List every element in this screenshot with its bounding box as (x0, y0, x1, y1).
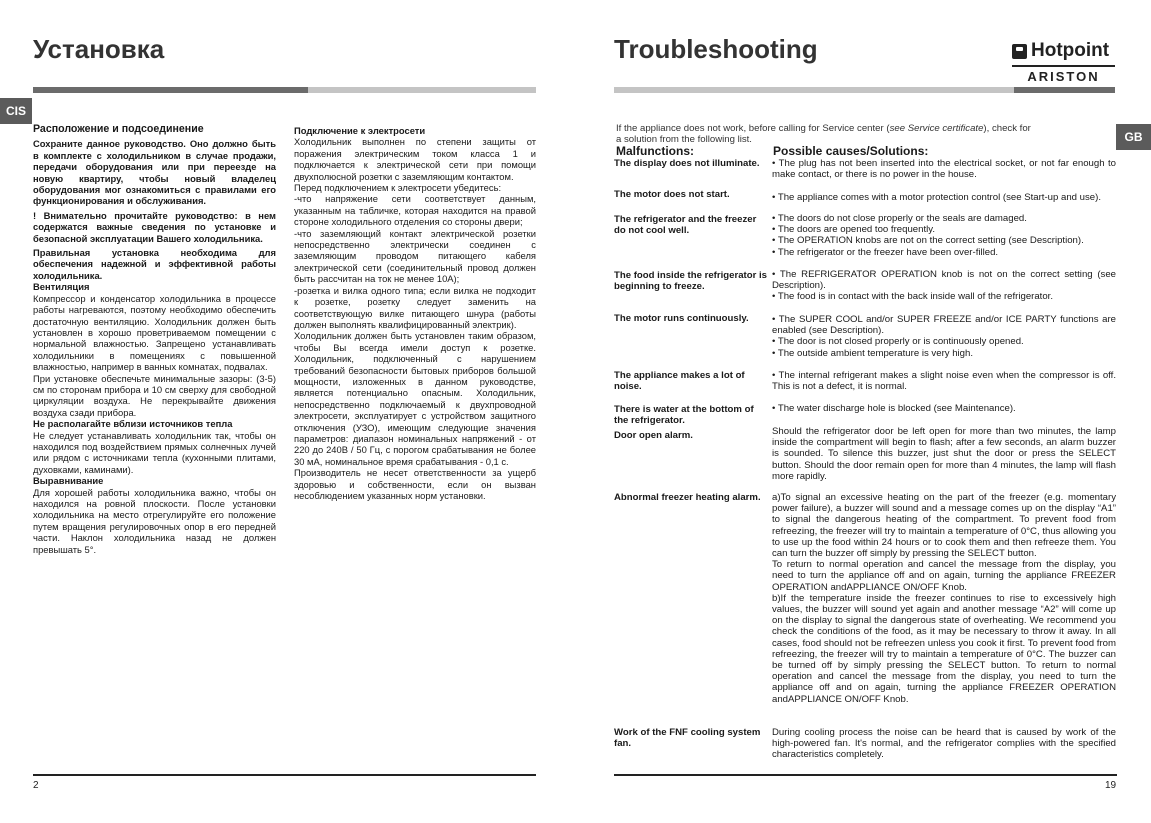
paragraph: Компрессор и конденсатор холодильника в процессе работы нагреваются, поэтому необходимо обеспечить достаточную вентиляцию. Холодильник должен быть установлен в хорошо проветриваемом помещении с нормальной влажностью. Запрещено устанавливать холодильники в помещениях с повышенной влажностью, например в ванных комнатах, подвалах. (33, 292, 276, 373)
malfunction-label: Abnormal freezer heating alarm. (614, 492, 761, 503)
footer-rule-right (614, 774, 1117, 776)
section-heading: Расположение и подсоединение (33, 123, 204, 135)
paragraph: Сохраните данное руководство. Оно должно быть в комплекте с холодильником в случае продажи, передачи оборудования или при переезде на новую квартиру, чтобы новый владелец оборудования мог ознакомиться с правилами его функционирования и обслуживания. (33, 138, 276, 207)
malfunction-label: There is water at the bottom of the refrigerator. (614, 404, 754, 427)
paragraph: Перед подключением к электросети убедитесь: (294, 182, 502, 194)
malfunction-label: The refrigerator and the freezer do not cool well. (614, 214, 757, 237)
paragraph: Производитель не несет ответственности за ущерб здоровью и собственности, если он вызван несоблюдением указанных норм установки. (294, 467, 536, 501)
malfunction-label: Door open alarm. (614, 430, 693, 441)
paragraph: -что напряжение сети соответствует данным, указанным на табличке, которая находится на правой стороне холодильного отделения со стороны двери; (294, 193, 536, 228)
column-header-malfunctions: Malfunctions: (616, 144, 694, 158)
logo-divider (1012, 65, 1115, 67)
page-number-left: 2 (33, 780, 39, 791)
footer-rule-left (33, 774, 536, 776)
lang-badge-cis: CIS (0, 98, 32, 124)
paragraph: При установке обеспечьте минимальные зазоры: (3-5) см по сторонам прибора и 10 см сверху для свободной циркуляции воздуха. Не перекрывайте движения воздуха сзади прибора. (33, 372, 276, 418)
ru-column-2 (294, 125, 536, 501)
malfunction-label: The motor runs continuously. (614, 313, 749, 324)
subheading-ventilation: Вентиляция (33, 281, 90, 293)
column-header-causes: Possible causes/Solutions: (773, 144, 929, 158)
malfunction-label: The food inside the refrigerator is beginning to freeze. (614, 270, 767, 293)
paragraph: -розетка и вилка одного типа; если вилка не подходит к розетке, розетку следует заменить на соответствующую вилке питающего шнура (работы должен выполнять квалифицированный электрик). (294, 284, 536, 330)
cause-cell: • The doors do not close properly or the seals are damaged. • The doors are opened too frequently. • The OPERATION knobs are not on the correct setting (see Description). • The refrigerator or the freezer have been over-filled. (772, 213, 1084, 258)
header-bar-dark-right (1014, 87, 1115, 93)
header-bar-light (308, 87, 536, 93)
cause-cell: • The SUPER COOL and/or SUPER FREEZE and/or ICE PARTY functions are enabled (see Description). • The door is not closed properly or is continuously opened. • The outside ambient temperature is very high. (772, 314, 1116, 359)
cause-cell: During cooling process the noise can be heard that is caused by work of the high-powered fan. It's normal, and the refrigerator complies with the specified characteristics completely. (772, 727, 1116, 761)
lang-badge-gb: GB (1116, 124, 1151, 150)
brand-logo (1012, 40, 1115, 84)
subheading-heat: Не располагайте вблизи источников тепла (33, 418, 233, 430)
cause-cell: Should the refrigerator door be left open for more than two minutes, the lamp inside the compartment will begin to flash; after a few seconds, an alarm buzzer is sounded. To silence this buzzer, just shut the door or press the SELECT button. Should the door remain open for more than 4 minutes, the lamp will flash more rapidly. (772, 426, 1116, 482)
logo-sub: ARISTON (1027, 69, 1100, 84)
page-title-right: Troubleshooting (614, 34, 818, 64)
page-number-right: 19 (1105, 780, 1117, 791)
cause-cell: • The appliance comes with a motor protection control (see Start-up and use). (772, 192, 1102, 203)
cause-cell: • The internal refrigerant makes a slight noise even when the compressor is off. This is not a defect, it is normal. (772, 370, 1116, 393)
malfunction-label: The display does not illuminate. (614, 158, 760, 169)
paragraph: Холодильник должен быть установлен таким образом, чтобы Вы всегда имели доступ к розетке. Холодильник, подключенный с нарушением требований безопасности бытовых приборов большой мощности, изложенных в данном руководстве, является потенциально опасным. Холодильник, непосредственно подключаемый к двухпроводной электросети, эксплуатирует с устройством защитного отключения (УЗО), имеющим следующие значения параметров: диапазон номинальных напряжений - от 220 до 240В / 50 Гц, с порогом срабатывания не более 30 мА, номинальное время срабатывания - 0,1 с. (294, 330, 536, 467)
intro-text: If the appliance does not work, before calling for Service center (see Service certificate), check for a solution from the following list. (616, 123, 1031, 145)
header-bar-light-right (614, 87, 1014, 93)
header-bar-dark (33, 87, 308, 93)
paragraph: -что заземляющий контакт электрической розетки непосредственно электрически соединен с заземляющим проводом питающего кабеля электрической сети (соединительный провод должен быть рассчитан на ток не менее 10А); (294, 227, 536, 285)
page-title-left: Установка (33, 34, 165, 64)
ru-column-1 (33, 124, 276, 555)
malfunction-label: The motor does not start. (614, 189, 730, 200)
cause-cell: a)To signal an excessive heating on the part of the freezer (e.g. momentary power failure), a buzzer will sound and a message comes up on the display “A1” to signal the dangerous heating of the compartment. To prevent food from refreezing, the freezer will try to maintain a temperature of 0°C, thus allowing you to use up the food within 24 hours or to cook them and then refreeze them. You can turn the buzzer off simply by pressing the SELECT button. To return to normal operation and cancel the message from the display, you need to turn the appliance off and on again, turning the appliance FREEZER OPERATION andAPPLIANCE ON/OFF Knob. b)If the temperature inside the freezer continues to rise to excessively high values, the buzzer will sound yet again and another message “A2” will come up on the display to signal the dangerous state of overheating. We recommend you check the conditions of the food, as it may be necessary to throw it away. In all cases, food should not be refreezen unless you cook it first. To prevent food from refreezing, the freezer will try to maintain a temperature of 0°C. The buzzer can be turned off by simply pressing the SELECT button. To return to normal operation and cancel the message from the display, you need to turn the appliance off and on again, turning the appliance FREEZER OPERATION andAPPLIANCE ON/OFF Knob. (772, 492, 1116, 705)
subheading-levelling: Выравнивание (33, 475, 104, 487)
paragraph: Не следует устанавливать холодильник так, чтобы он находился под воздействием прямых солнечных лучей или рядом с источниками тепла (кухонными плитами, духовками, каминами). (33, 429, 276, 475)
cause-cell: • The REFRIGERATOR OPERATION knob is not on the correct setting (see Description). • The food is in contact with the back inside wall of the refrigerator. (772, 269, 1116, 303)
paragraph: Правильная установка необходима для обеспечения надежной и эффективной работы холодильника. (33, 247, 276, 281)
hotpoint-logo-icon (1012, 44, 1027, 59)
paragraph: Холодильник выполнен по степени защиты от поражения электрическим током класса 1 и подключается к электрической сети при помощи двухполюсной розетки с заземляющим контактом. (294, 136, 536, 182)
paragraph: Для хорошей работы холодильника важно, чтобы он находился на ровной плоскости. После установки холодильника на место отрегулируйте его положение путем вращения регулировочных опор в его передней части. Наклон холодильника назад не должен превышать 5°. (33, 486, 276, 555)
malfunction-label: Work of the FNF cooling system fan. (614, 727, 761, 750)
malfunction-label: The appliance makes a lot of noise. (614, 370, 745, 393)
cause-cell: • The water discharge hole is blocked (see Maintenance). (772, 403, 1016, 414)
cause-cell: • The plug has not been inserted into the electrical socket, or not far enough to make contact, or there is no power in the house. (772, 158, 1116, 181)
section-heading: Подключение к электросети (294, 125, 426, 136)
warning-paragraph: ! Внимательно прочитайте руководство: в нем содержатся важные сведения по установке и безопасной эксплуатации Вашего холодильника. (33, 209, 276, 244)
logo-brand: Hotpoint (1031, 40, 1110, 61)
